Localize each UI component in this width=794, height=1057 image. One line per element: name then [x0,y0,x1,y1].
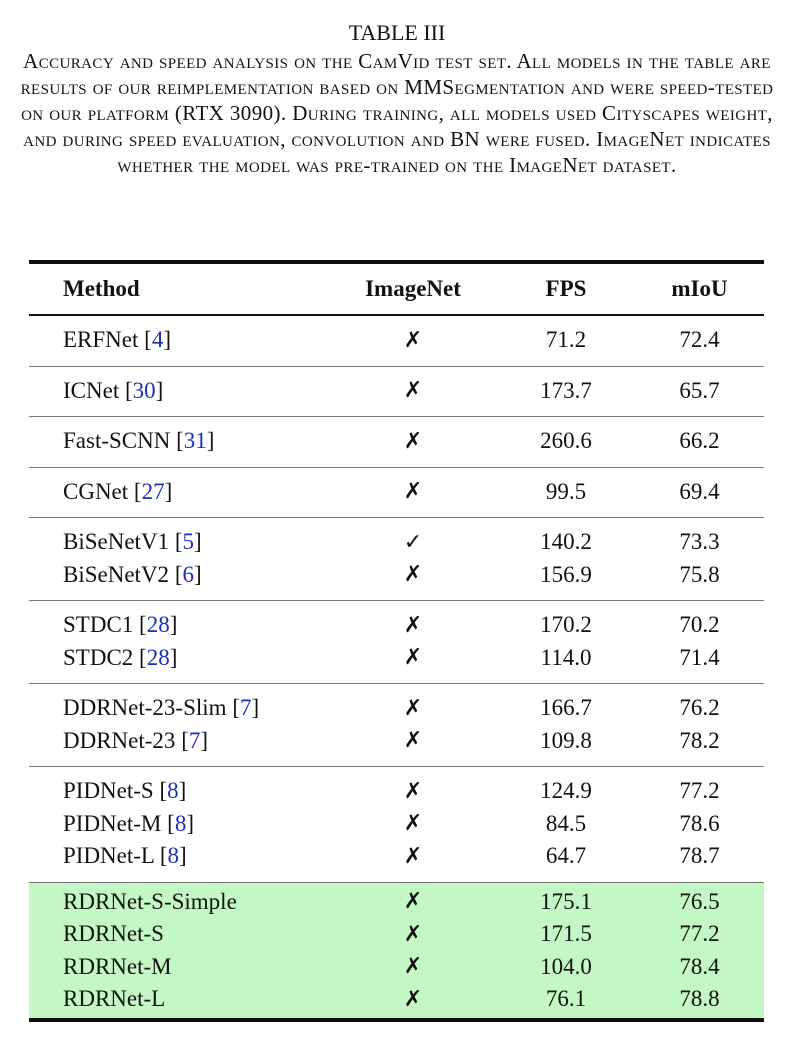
row-group [29,767,764,883]
table-caption [20,20,774,178]
miou-cell: 70.2 [679,612,720,638]
table-body [29,316,764,1018]
citation-link[interactable]: 5 [182,529,194,555]
method-name: RDRNet-S-Simple [63,888,237,914]
bracket: ] [169,612,178,638]
miou-cell: 75.8 [679,561,720,587]
table-row [29,775,764,808]
cross-mark-icon: ✗ [403,695,423,721]
fps-cell: 64.7 [545,843,587,869]
fps-cell: 124.9 [540,778,592,804]
method-cell [29,612,329,638]
method-name: CGNet [63,478,134,504]
table-row [29,526,764,559]
bracket: [ [139,612,147,638]
method-cell [29,562,329,588]
method-cell [29,327,329,353]
method-cell [29,889,329,915]
method-cell [29,954,329,980]
cross-mark-icon: ✗ [403,986,423,1012]
cross-mark-icon: ✗ [403,728,423,754]
table-row [29,375,764,408]
bracket: ] [163,327,171,353]
cross-mark-icon: ✗ [403,811,423,837]
citation-link[interactable]: 7 [239,695,252,721]
citation-link[interactable]: 28 [146,612,170,638]
fps-cell: 156.9 [540,561,592,587]
citation-link[interactable]: 6 [182,561,194,587]
miou-cell: 69.4 [679,478,720,504]
citation-link[interactable]: 8 [167,778,179,804]
citation-link[interactable]: 31 [183,428,207,454]
miou-cell: 78.4 [679,953,720,979]
bracket: [ [124,377,133,403]
bracket: [ [144,327,152,353]
miou-cell: 71.4 [679,644,720,670]
fps-cell: 260.6 [540,428,592,454]
table-row [29,918,764,951]
table-row [29,324,764,357]
header-imagenet: ImageNet [365,276,461,301]
table-row [29,983,764,1016]
bracket: [ [174,529,183,555]
fps-cell: 171.5 [540,921,592,947]
row-group [29,518,764,601]
cross-mark-icon: ✗ [403,479,423,505]
method-cell [29,921,329,947]
cross-mark-icon: ✗ [403,645,423,671]
table-row [29,476,764,509]
bracket: [ [159,843,168,869]
header-method: Method [63,276,140,301]
citation-link[interactable]: 30 [132,377,156,403]
miou-cell: 78.6 [679,810,720,836]
miou-cell: 65.7 [679,377,720,403]
method-cell [29,479,329,505]
bracket: [ [174,561,183,587]
cross-mark-icon: ✗ [403,327,423,353]
fps-cell: 71.2 [545,327,587,353]
cross-mark-icon: ✗ [403,889,423,915]
bracket: ] [169,644,178,670]
method-name: PIDNet-M [63,810,168,836]
table-row [29,808,764,841]
method-cell [29,843,329,869]
bracket: ] [193,529,202,555]
fps-cell: 170.2 [540,612,592,638]
citation-link[interactable]: 28 [146,644,170,670]
table-label: TABLE III [348,20,446,45]
fps-cell: 114.0 [540,644,592,670]
method-cell [29,378,329,404]
table-header-row [29,264,764,316]
bracket: ] [193,561,202,587]
fps-cell: 84.5 [545,810,587,836]
method-name: PIDNet-S [63,778,160,804]
miou-cell: 78.8 [679,986,720,1012]
method-name: RDRNet-L [63,986,166,1012]
bracket: ] [179,843,187,869]
table-row [29,840,764,873]
method-name: DDRNet-23-Slim [63,695,233,721]
miou-cell: 66.2 [679,428,720,454]
method-name: ERFNet [63,327,145,353]
bracket: ] [251,695,260,721]
cross-mark-icon: ✗ [403,843,423,869]
cross-mark-icon: ✗ [403,562,423,588]
fps-cell: 175.1 [540,888,592,914]
method-cell [29,778,329,804]
header-miou: mIoU [671,276,728,301]
citation-link[interactable]: 8 [167,843,180,869]
citation-link[interactable]: 7 [188,727,201,753]
fps-cell: 76.1 [545,986,587,1012]
fps-cell: 104.0 [540,953,592,979]
bracket: [ [139,644,147,670]
row-group [29,883,764,1018]
method-cell [29,645,329,671]
bracket: [ [176,428,184,454]
miou-cell: 72.4 [679,327,720,353]
results-table [29,260,764,1022]
table-row [29,559,764,592]
highlighted-group [29,883,764,1018]
fps-cell: 173.7 [540,377,592,403]
bracket: [ [232,695,240,721]
citation-link[interactable]: 4 [151,327,164,353]
cross-mark-icon: ✗ [403,921,423,947]
method-cell [29,811,329,837]
row-group [29,684,764,767]
header-fps: FPS [545,276,587,301]
cross-mark-icon: ✗ [403,612,423,638]
cross-mark-icon: ✗ [403,954,423,980]
method-name: ICNet [63,377,125,403]
method-name: DDRNet-23 [63,727,182,753]
method-name: RDRNet-S [63,921,164,947]
method-name: RDRNet-M [63,953,172,979]
miou-cell: 76.2 [679,695,720,721]
row-group [29,316,764,367]
method-cell [29,728,329,754]
method-cell [29,428,329,454]
row-group [29,601,764,684]
method-name: Fast-SCNN [63,428,177,454]
method-name: BiSeNetV2 [63,561,175,587]
row-group [29,367,764,418]
fps-cell: 109.8 [540,727,592,753]
fps-cell: 166.7 [540,695,592,721]
citation-link[interactable]: 8 [174,810,187,836]
table-row [29,609,764,642]
method-cell [29,986,329,1012]
table-row [29,725,764,758]
bracket: ] [164,478,173,504]
table-row [29,642,764,675]
miou-cell: 78.2 [679,727,720,753]
miou-cell: 76.5 [679,888,720,914]
bracket: [ [133,478,142,504]
bracket: ] [155,377,164,403]
bracket: [ [181,727,189,753]
row-group [29,417,764,468]
table-row [29,425,764,458]
cross-mark-icon: ✗ [403,378,423,404]
table-row [29,692,764,725]
cross-mark-icon: ✗ [403,428,423,454]
miou-cell: 73.3 [679,529,720,555]
miou-cell: 78.7 [679,843,720,869]
method-cell [29,529,329,555]
method-name: PIDNet-L [63,843,160,869]
fps-cell: 140.2 [540,529,592,555]
bracket: ] [206,428,215,454]
check-mark-icon: ✓ [403,529,423,555]
fps-cell: 99.5 [545,478,587,504]
citation-link[interactable]: 27 [141,478,165,504]
cross-mark-icon: ✗ [403,778,423,804]
bracket: ] [186,810,194,836]
caption-text: Accuracy and speed analysis on the CamVid test set. All models in the table are results of our reimplementation based on MMSegmentation and were speed-tested on our platform (RTX 3090). During training, all models used Cityscapes weight, and during speed evaluation, convolution and BN were fused. ImageNet indicates whether the model was pre-trained on the ImageNet dataset. [20,49,774,177]
row-group [29,468,764,519]
bracket: [ [159,778,168,804]
bracket: [ [167,810,175,836]
method-name: BiSeNetV1 [63,529,175,555]
method-name: STDC2 [63,644,140,670]
miou-cell: 77.2 [679,921,720,947]
bracket: ] [200,727,209,753]
bracket: ] [178,778,187,804]
method-name: STDC1 [63,612,140,638]
table-row [29,951,764,984]
table-row [29,886,764,919]
miou-cell: 77.2 [679,778,720,804]
method-cell [29,695,329,721]
